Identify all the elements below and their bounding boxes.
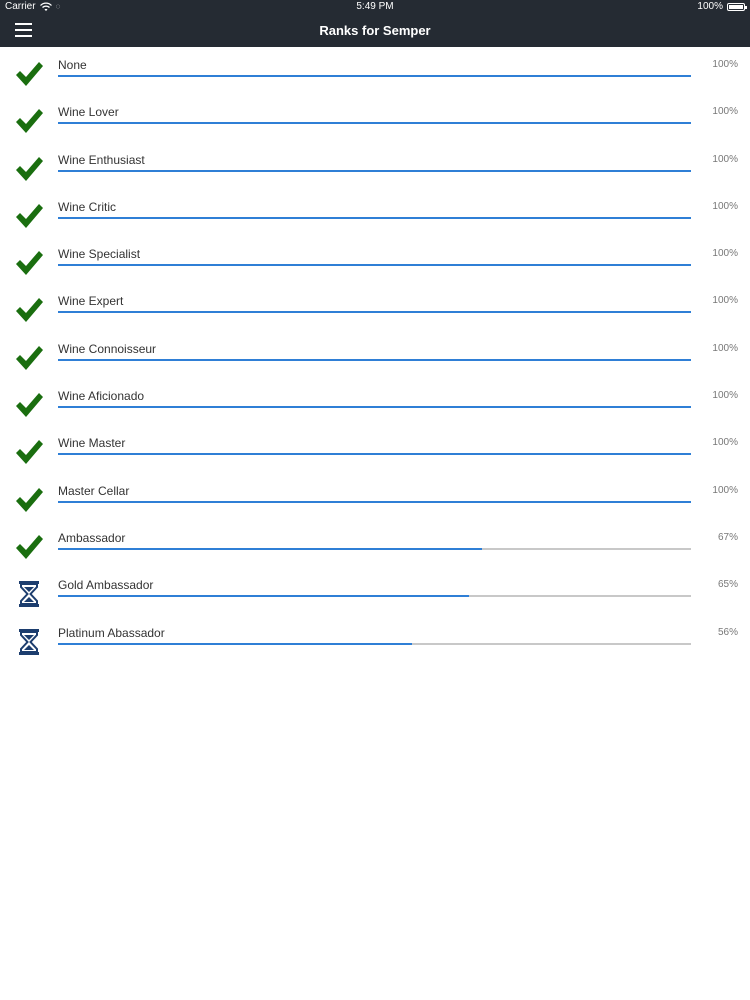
progress-bar: [58, 501, 691, 503]
rank-name: Platinum Abassador: [58, 625, 165, 640]
rank-percent: 65%: [717, 579, 738, 591]
rank-name: Wine Specialist: [58, 247, 141, 262]
rank-percent: 100%: [712, 295, 738, 307]
hourglass-icon: [14, 579, 44, 609]
rank-percent: 100%: [712, 437, 738, 449]
rank-percent: 100%: [712, 153, 738, 165]
rank-row[interactable]: [0, 94, 750, 141]
progress-bar: [58, 122, 691, 124]
rank-name: Wine Enthusiast: [58, 152, 145, 167]
rank-percent: 100%: [712, 342, 738, 354]
battery-info: [697, 0, 745, 14]
progress-fill: [58, 122, 691, 124]
progress-bar: [58, 311, 691, 313]
rank-percent: 100%: [712, 59, 738, 70]
rank-row[interactable]: [0, 283, 750, 330]
page-title: Ranks for Semper: [319, 23, 431, 38]
rank-row[interactable]: [0, 473, 750, 520]
rank-row[interactable]: [0, 47, 750, 94]
battery-icon: [727, 3, 745, 11]
rank-row[interactable]: [0, 142, 750, 189]
rank-percent: 100%: [712, 200, 738, 212]
rank-row[interactable]: [0, 378, 750, 425]
status-time: 5:49 PM: [356, 1, 394, 12]
rank-row[interactable]: [0, 189, 750, 236]
rank-percent: 56%: [717, 626, 738, 638]
rank-row[interactable]: [0, 520, 750, 567]
rank-row[interactable]: [0, 567, 750, 614]
progress-fill: [58, 359, 691, 361]
rank-row[interactable]: [0, 615, 750, 662]
checkmark-icon: [14, 485, 44, 515]
rank-name: Ambassador: [58, 530, 126, 545]
progress-fill: [58, 406, 691, 408]
nav-bar: [0, 14, 750, 47]
checkmark-icon: [14, 532, 44, 562]
progress-fill: [58, 311, 691, 313]
checkmark-icon: [14, 59, 44, 89]
status-bar: [0, 0, 750, 14]
checkmark-icon: [14, 248, 44, 278]
rank-name: Wine Lover: [58, 105, 119, 120]
activity-icon: ◌: [55, 2, 61, 11]
hourglass-icon: [14, 627, 44, 657]
progress-bar: [58, 264, 691, 266]
rank-name: Master Cellar: [58, 483, 130, 498]
progress-fill: [58, 548, 482, 550]
progress-fill: [58, 217, 691, 219]
rank-row[interactable]: [0, 425, 750, 472]
rank-percent: 100%: [712, 248, 738, 260]
rank-list: [0, 47, 750, 662]
rank-name: Wine Critic: [58, 199, 117, 214]
checkmark-icon: [14, 154, 44, 184]
progress-fill: [58, 264, 691, 266]
checkmark-icon: [14, 295, 44, 325]
progress-fill: [58, 170, 691, 172]
checkmark-icon: [14, 106, 44, 136]
progress-fill: [58, 75, 691, 77]
carrier-label: Carrier: [5, 1, 36, 12]
progress-bar: [58, 359, 691, 361]
rank-name: Gold Ambassador: [58, 578, 154, 593]
rank-row[interactable]: [0, 331, 750, 378]
progress-bar: [58, 595, 691, 597]
checkmark-icon: [14, 201, 44, 231]
progress-bar: [58, 453, 691, 455]
progress-fill: [58, 501, 691, 503]
progress-bar: [58, 75, 691, 77]
battery-percent: 100%: [697, 1, 723, 12]
rank-name: None: [58, 58, 87, 72]
rank-percent: 67%: [717, 531, 738, 543]
progress-bar: [58, 170, 691, 172]
progress-fill: [58, 595, 469, 597]
checkmark-icon: [14, 390, 44, 420]
progress-bar: [58, 406, 691, 408]
rank-name: Wine Connoisseur: [58, 341, 157, 356]
rank-name: Wine Expert: [58, 294, 124, 309]
checkmark-icon: [14, 343, 44, 373]
progress-fill: [58, 453, 691, 455]
rank-percent: 100%: [712, 390, 738, 402]
progress-bar: [58, 217, 691, 219]
progress-bar: [58, 643, 691, 645]
rank-name: Wine Master: [58, 436, 126, 451]
rank-name: Wine Aficionado: [58, 389, 145, 404]
progress-bar: [58, 548, 691, 550]
rank-row[interactable]: [0, 236, 750, 283]
rank-percent: 100%: [712, 106, 738, 118]
rank-percent: 100%: [712, 484, 738, 496]
progress-fill: [58, 643, 412, 645]
checkmark-icon: [14, 437, 44, 467]
